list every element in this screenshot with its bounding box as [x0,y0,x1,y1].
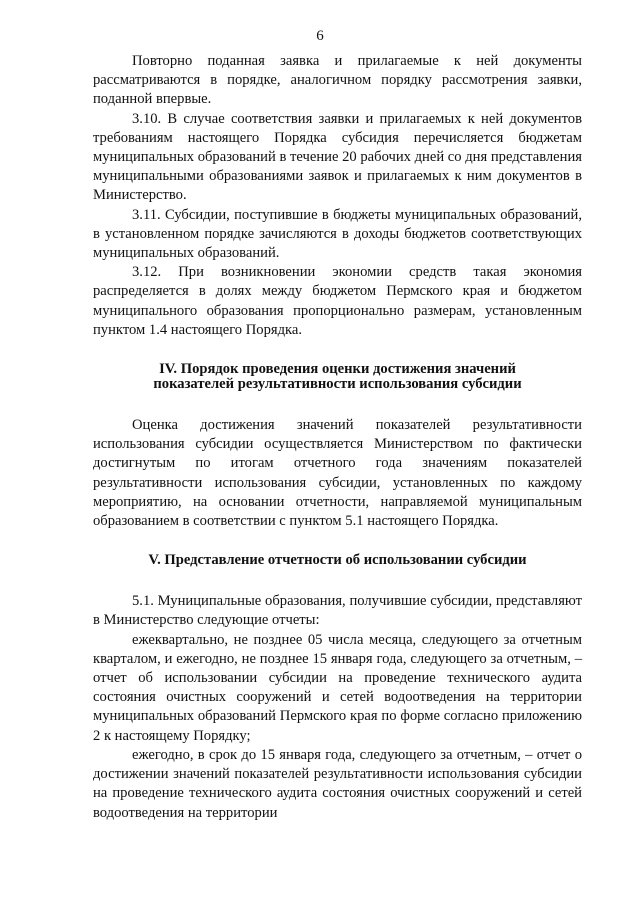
paragraph-5-1: 5.1. Муниципальные образования, получившие субсидии, представляют в Министерство следующие отчеты: [93,593,582,629]
section-4-heading-line2: показателей результативности использования субсидии [153,376,522,393]
paragraph-quarterly-report: ежеквартально, не позднее 05 числа месяца, следующего за отчетным кварталом, и ежегодно, не позднее 15 января года, следующего за отчетным, – отчет об использовании субсидии на проведение технического аудита состояния очистных сооружений и сетей водоотведения на территории муниципальных образований Пермского края по форме согласно приложению 2 к настоящему Порядку; [93,631,582,744]
spacer [93,340,582,362]
spacer [93,568,582,592]
spacer [93,392,582,416]
paragraph-3-11: 3.11. Субсидии, поступившие в бюджеты муниципальных образований, в установленном порядке зачисляются в доходы бюджетов соответствующих муниципальных образований. [93,206,582,262]
paragraph-section-4: Оценка достижения значений показателей результативности использования субсидии осуществляется Министерством по фактически достигнутым по итогам отчетного года значениям показателей результативности использования субсидии, установленных по каждому мероприятию, на основании отчетности, направляемой муниципальным образованием в соответствии с пунктом 5.1 настоящего Порядка. [93,417,582,530]
section-4-heading [93,362,582,392]
spacer [93,531,582,553]
paragraph-resubmission: Повторно поданная заявка и прилагаемые к ней документы рассматриваются в порядке, аналогичном порядку рассмотрения заявки, поданной впервые. [93,53,582,108]
paragraph-3-12: 3.12. При возникновении экономии средств такая экономия распределяется в долях между бюджетом Пермского края и бюджетом муниципального образования пропорционально размерам, установленным пунктом 1.4 настоящего Порядка. [93,264,582,338]
paragraph-annual-report: ежегодно, в срок до 15 января года, следующего за отчетным, – отчет о достижении значений показателей результативности использования субсидии на проведение технического аудита состояния очистных сооружений и сетей водоотведения на территории [93,746,582,821]
section-4-heading-line1: IV. Порядок проведения оценки достижения значений [159,361,516,378]
document-body [93,52,582,823]
page-number: 6 [316,28,324,44]
paragraph-3-10: 3.10. В случае соответствия заявки и прилагаемых к ней документов требованиям настоящего Порядка субсидия перечисляется бюджетам муниципальных образований в течение 20 рабочих дней со дня представления муниципальными образованиями заявок и прилагаемых к ним документов в Министерство. [93,110,582,204]
section-5-heading: V. Представление отчетности об использовании субсидии [148,552,527,569]
